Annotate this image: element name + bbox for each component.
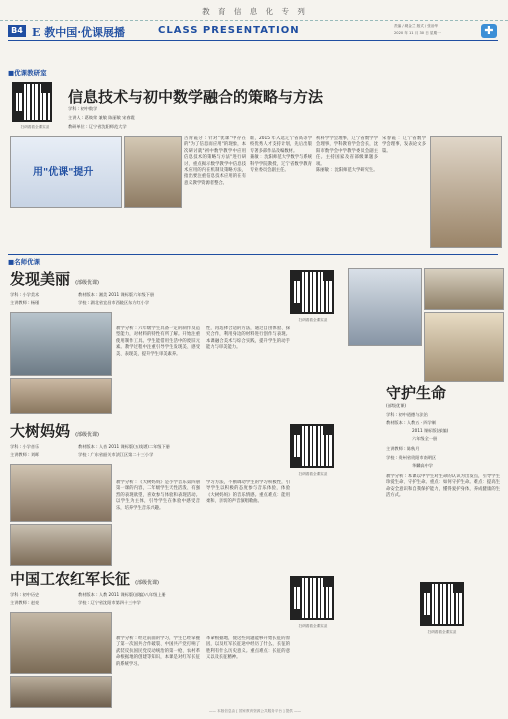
lesson4-photo-1 (348, 268, 422, 346)
masthead-banner: 教 育 信 息 化 专 列 (202, 7, 308, 16)
lesson1-photo-2 (10, 378, 112, 414)
lesson4-photo-2 (424, 268, 504, 310)
lesson1-review-2: 性，再选择合适的方法，通过自由体验、探究合作，利用身边的材料进行创作与表现。本课融合美术与综合实践，提升学生的动手能力与审美能力。 (206, 326, 290, 351)
lesson4-qr-code[interactable] (420, 582, 464, 626)
masthead (0, 0, 508, 38)
lesson3-title: 中国工农红军长征 (部级优课) (10, 570, 160, 588)
lab-presenters: 主讲人 : 葛焕荣 兼敏 陈丽敏 宋春霞 (68, 115, 135, 120)
lesson4-photo-3 (424, 312, 504, 382)
lesson4-school-1: 学校 : 贵州省贵阳市南明区 (386, 455, 437, 460)
lesson1-review: 教学分析 : 六年级学生具备一定的制作及造型能力，对材料的特性有所了解。开始注重使用制作工具。学生能借用生活中的废旧元素。教学过程中注重引导学生发现美、感受美、表现美，提升学生审美素养。 (116, 326, 200, 357)
lesson2-photo-2 (10, 524, 112, 566)
lesson2-school: 学校 : 广东省韶关市浈江区第二十三小学 (78, 452, 154, 457)
lesson4-teacher: 主讲教师 : 陈秋月 (386, 446, 420, 451)
lab-text-lower (124, 210, 180, 246)
lesson4-review: 教学分析 : 本课以中学生对生命的认识为出发点，引导学生珍爱生命、守护生命。重点：如何守护生命。难点：提高生命安全意识和自我保护能力，懂得爱护身体，养成健康的生活方式。 (386, 474, 500, 499)
lesson4-school-2: 华麟高中学 (412, 463, 433, 468)
lab-slide-image (10, 136, 122, 208)
lesson3-qr-caption: 扫码看看全课实录 (298, 624, 328, 628)
lesson3-photo-2 (10, 676, 112, 708)
slide-caption: 用"优课"提升 (33, 167, 94, 178)
page-footer: —— 本版信息由 [ 国家教育资源公共服务平台 ] 提供 —— (208, 709, 302, 713)
lesson1-subject: 学科 : 小学美术 (10, 292, 40, 297)
masthead-rule (8, 40, 498, 41)
lesson1-qr-code[interactable] (290, 270, 334, 314)
lesson4-material-3: 六年级全一册 (412, 436, 438, 441)
lesson4-material-1: 教材版本 : 人教五 · 四学制 (386, 420, 436, 425)
lab-text-col3: 初科学学会理事，辽宁省数学学会理事，学科教育学会会长，沈阳市数学会中学教学委员会副主任。主持国家及省部级课题多项。 陈丽敏 ：沈阳师范大学研究生。 (316, 136, 378, 174)
lab-unit: 教研单位 : 辽宁省沈阳师范大学 (68, 124, 127, 129)
lab-photo-1 (124, 136, 182, 208)
lesson4-qr-caption: 扫码看看全课实录 (427, 630, 457, 634)
section-tag-teachers: ■名师优课 (8, 258, 41, 266)
lesson4-material-2: 2011 课标版(部编) (412, 428, 449, 433)
cross-logo-icon: ✚ (481, 24, 497, 38)
lab-subject: 学科 : 初中数学 (68, 106, 98, 111)
lab-photo-2 (430, 136, 502, 248)
lab-qr-caption: 扫码看看全课实录 (20, 125, 50, 129)
lesson3-qr-code[interactable] (290, 576, 334, 620)
lesson4-subject: 学科 : 初中道德与法治 (386, 412, 428, 417)
lesson2-review-2: 学习方法，不断调动学生的学习积极性，引导学生以积极的态度参与音乐体验，体验《大树妈妈》的音乐情感。重点难点：能用柔和、亲切的声音演唱歌曲。 (206, 480, 290, 505)
lesson1-qr-caption: 扫码看看全课实录 (298, 318, 328, 322)
lesson3-subject: 学科 : 初中历史 (10, 592, 40, 597)
lab-text-col1: 古青霞分 : 针对"优课"中存在的"为了信息而应用"的现象，本次研讨就"初中数学教学中应用信息技术的策略与方法"进行研讨，重点揭示数学教学中信息技术应用的内在机制及策略方法，指出要注重信息技术应用的在有意义教学资源者整合。 (184, 136, 246, 186)
section1-divider (8, 254, 498, 255)
lesson3-teacher: 主讲教师 : 赵亮 (10, 600, 40, 605)
lab-qr-code[interactable] (12, 82, 52, 122)
lesson2-teacher: 主讲教师 : 刘晖 (10, 452, 40, 457)
lab-text-col4: 宋春霞 ：辽宁省数学学会理事，发表论文多篇。 (382, 136, 426, 154)
edition-date: 2020 年 11 月 30 日 星期一 (394, 31, 441, 35)
lab-text-col2: 谁，2015 年入选辽宁省高等学校优秀人才支持计划，先后出版专著多部作品及编数材。 兼敏 ：沈阳师范大学数学与系统科学学院教授，辽宁省数学教育专业委员会副主任。 (250, 136, 312, 174)
lesson1-school: 学校 : 湖北省宜昌市西陵区东方红小学 (78, 300, 150, 305)
page-code-badge: B4 (8, 25, 26, 37)
brand-title: E 教中国·优课展播 (32, 26, 126, 39)
lesson2-qr-caption: 扫码看看全课实录 (298, 472, 328, 476)
lesson2-subject: 学科 : 小学音乐 (10, 444, 40, 449)
lesson1-material: 教材版本 : 湘美 2011 课标版六年级下册 (78, 292, 155, 297)
section-tag-lab: ■优课教研室 (8, 69, 47, 77)
lesson1-title: 发现美丽 (部级优课) (10, 270, 100, 288)
lesson2-title: 大树妈妈 (部级优课) (10, 422, 100, 440)
lesson2-photo-1 (10, 464, 112, 522)
lesson3-material: 教材版本 : 人教 2011 课标版(部编)八年级上册 (78, 592, 166, 597)
edition-editors: 责编 / 刷金兰 版式 / 张治华 (394, 24, 439, 28)
lesson1-photo-1 (10, 312, 112, 376)
lesson3-school: 学校 : 辽宁省沈阳市第四十三中学 (78, 600, 141, 605)
lesson2-material: 教材版本 : 人音 2011 课标版(五线谱)二年级下册 (78, 444, 170, 449)
lesson4-title: 守护生命 (386, 384, 447, 402)
lesson4-version: (部级优课) (386, 403, 407, 408)
lesson2-qr-code[interactable] (290, 424, 334, 468)
lesson3-review: 教学分析 : 经过前面的学习，学生已经掌握了第一次国共合作破裂、中国共产党打响了武装反抗国民党反动统治的第一枪、农村革命根据地的创建等知识，本课是对红军长征的系统学习。 (116, 636, 200, 667)
brand-subtitle: CLASS PRESENTATION (158, 25, 300, 36)
lesson2-review: 教学分析 : 《大树妈妈》是小学音乐第四册第一课的内容，二年级学生天性活泼、有强烈的表现欲望，喜欢参与体验和表现活动。以学生为主体，引导学生在体验中感受音乐，培养学生音乐兴趣。 (116, 480, 200, 511)
masthead-divider (0, 20, 508, 21)
lesson3-photo-1 (10, 612, 112, 674)
lesson1-teacher: 主讲教师 : 杨瑾 (10, 300, 40, 305)
lab-title: 信息技术与初中数学融合的策略与方法 (68, 88, 324, 106)
lesson3-review-2: 革命根据地，使这些问题能够开始长征的原因，以及红军长征途中经历了什么，长征的胜利有什么历史意义。重点难点：长征的意义以及长征精神。 (206, 636, 290, 661)
